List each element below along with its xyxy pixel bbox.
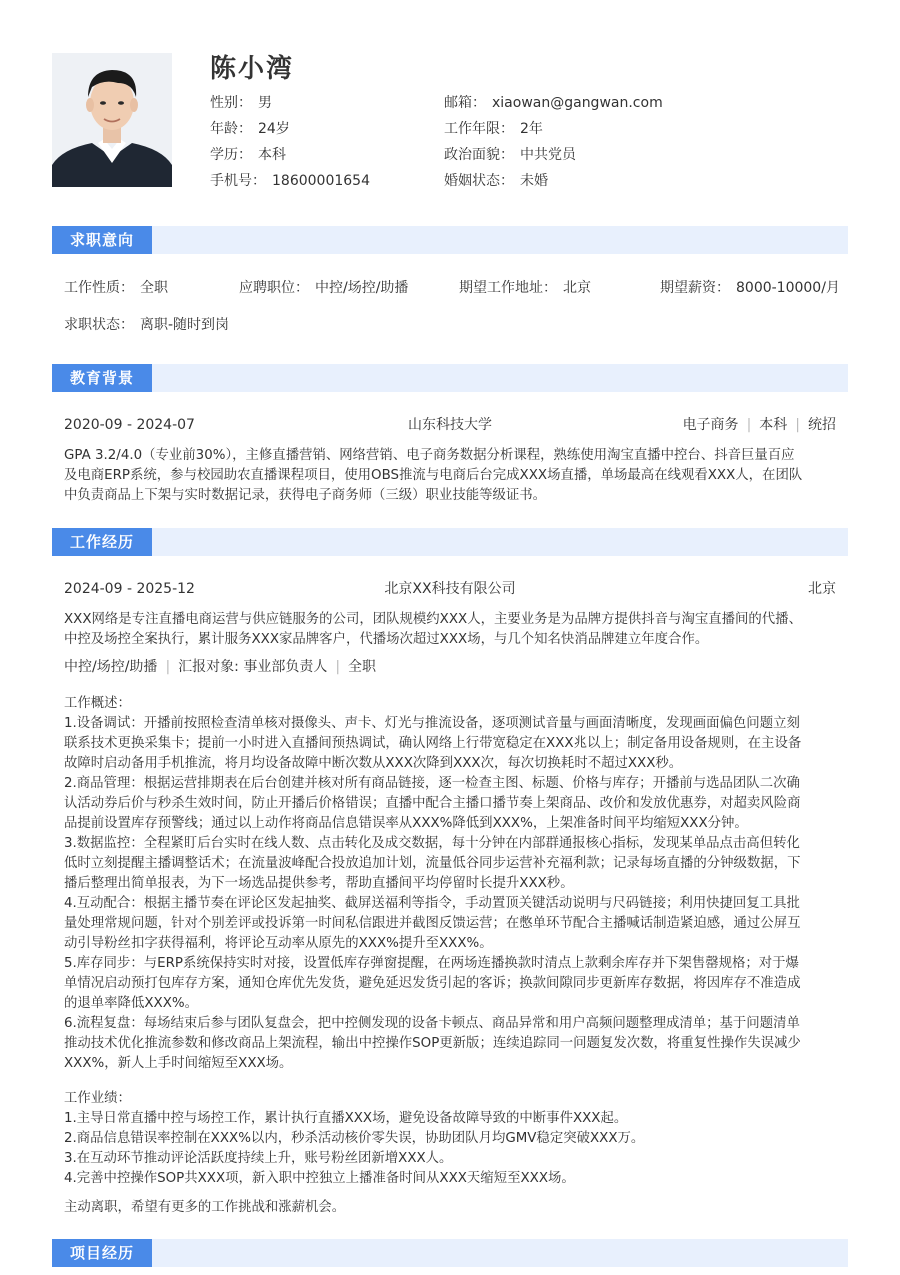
work-type-value: 全职	[140, 280, 168, 296]
degree: 本科	[759, 417, 788, 433]
duty-line: 推动技术优化推流参数和修改商品上架流程，输出中控操作SOP更新版；连续追踪同一问题复发次数，将重复性操作失误减少	[64, 1036, 801, 1051]
company-desc-line: XXX网络是专注直播电商运营与供应链服务的公司，团队规模约XXX人，主要业务是为品牌方提供抖音与淘宝直播间的代播、	[64, 612, 802, 627]
duty-line: 动引导粉丝扣字获得福利，将评论互动率从原先的XXX%提升至XXX%。	[64, 936, 493, 951]
report-to: 汇报对象: 事业部负责人	[178, 659, 328, 675]
education-desc-line: GPA 3.2/4.0（专业前30%），主修直播营销、网络营销、电子商务数据分析课程，熟练使用淘宝直播中控台、抖音巨量百应	[64, 448, 795, 463]
marital-status-field	[444, 171, 548, 191]
profile-photo	[52, 53, 172, 187]
school-name: 山东科技大学	[408, 417, 492, 433]
location-value: 北京	[563, 280, 591, 296]
work-years-value: 2年	[520, 121, 543, 137]
job-status-label: 求职状态：	[64, 317, 134, 333]
major: 电子商务	[682, 417, 739, 433]
section-title-project: 项目经历	[52, 1239, 152, 1267]
duty-line: 单情况启动预打包库存方案，通知仓库优先发货，避免延迟发货引起的客诉；换款间隙同步更新库存数据，将因库存不准造成	[64, 976, 801, 991]
duty-line: 4.互动配合：根据主播节奏在评论区发起抽奖、截屏送福利等指令，手动置顶关键活动说明与尺码链接；利用快捷回复工具批	[64, 896, 800, 911]
work-type-field	[64, 278, 168, 298]
location-field	[459, 278, 591, 298]
candidate-name: 陈小湾	[210, 54, 295, 84]
duty-line: 1.设备调试：开播前按照检查清单核对摄像头、声卡、灯光与推流设备，逐项测试音量与画面清晰度，发现画面偏色问题立刻	[64, 716, 800, 731]
email-value: xiaowan@gangwan.com	[492, 95, 663, 111]
salary-label: 期望薪资：	[660, 280, 730, 296]
position-label: 应聘职位：	[239, 280, 309, 296]
work-job-type: 全职	[348, 659, 377, 675]
gender-label: 性别：	[210, 95, 252, 111]
section-header-intent	[52, 226, 848, 254]
work-position: 中控/场控/助播	[64, 659, 158, 675]
phone-value: 18600001654	[272, 173, 370, 189]
education-level-label: 学历：	[210, 147, 252, 163]
section-title-work: 工作经历	[52, 528, 152, 556]
section-header-work	[52, 528, 848, 556]
salary-value: 8000-10000/月	[736, 280, 840, 296]
work-years-label: 工作年限：	[444, 121, 514, 137]
email-field	[444, 93, 663, 113]
duty-line: 6.流程复盘：每场结束后参与团队复盘会，把中控侧发现的设备卡顿点、商品异常和用户高频问题整理成清单；基于问题清单	[64, 1016, 800, 1031]
duty-line: 联系技术更换采集卡；提前一小时进入直播间预热调试，确认网络上行带宽稳定在XXX兆以上；制定备用设备规则，在主设备	[64, 736, 802, 751]
achievement-line: 2.商品信息错误率控制在XXX%以内，秒杀活动核价零失误，协助团队月均GMV稳定突破XXX万。	[64, 1131, 645, 1146]
education-level-value: 本科	[258, 147, 286, 163]
gender-value: 男	[258, 95, 272, 111]
avatar-icon	[52, 53, 172, 187]
achievements-title: 工作业绩：	[64, 1091, 131, 1106]
salary-field	[660, 278, 840, 298]
location-label: 期望工作地址：	[459, 280, 557, 296]
section-header-project	[52, 1239, 848, 1267]
leave-reason-text: 主动离职，希望有更多的工作挑战和涨薪机会。	[64, 1200, 346, 1215]
duty-line: 的退单率降低XXX%。	[64, 996, 198, 1011]
achievement-line: 4.完善中控操作SOP共XXX项，新入职中控独立上播准备时间从XXX天缩短至XXX场。	[64, 1171, 575, 1186]
marital-status-value: 未婚	[520, 173, 548, 189]
job-status-field	[64, 315, 229, 335]
job-status-value: 离职-随时到岗	[140, 317, 230, 333]
email-label: 邮箱：	[444, 95, 486, 111]
duty-line: 2.商品管理：根据运营排期表在后台创建并核对所有商品链接，逐一检查主图、标题、价格与库存；开播前与选品团队二次确	[64, 776, 800, 791]
duty-line: 量处理常规问题，针对个别差评或投诉第一时间私信跟进并截图反馈运营；在憋单环节配合主播喊话制造紧迫感，通过公屏互	[64, 916, 801, 931]
age-label: 年龄：	[210, 121, 252, 137]
enroll-type: 统招	[808, 417, 836, 433]
duties-title: 工作概述：	[64, 696, 131, 711]
company-description	[64, 610, 836, 650]
company-desc-line: 中控及场控全案执行，累计服务XXX家品牌客户，代播场次超过XXX场，与几个知名快消品牌建立年度合作。	[64, 632, 709, 647]
duty-line: XXX%，新人上手时间缩短至XXX场。	[64, 1056, 293, 1071]
duty-line: 3.数据监控：全程紧盯后台实时在线人数、点击转化及成交数据，每十分钟在内部群通报核心指标，发现某单品点击高但转化	[64, 836, 800, 851]
position-value: 中控/场控/助播	[315, 280, 409, 296]
education-desc-line: 及电商ERP系统，参与校园助农直播课程项目，使用OBS推流与电商后台完成XXX场直播，单场最高在线观看XXX人，在团队	[64, 468, 803, 483]
education-tags: 电子商务 | 本科 | 统招	[682, 417, 836, 433]
political-status-value: 中共党员	[520, 147, 576, 163]
work-type-label: 工作性质：	[64, 280, 134, 296]
education-desc-line: 中负责商品上下架与实时数据记录，获得电子商务师（三级）职业技能等级证书。	[64, 488, 547, 503]
duty-line: 播后整理出简单报表，为下一场选品提供参考，帮助直播间平均停留时长提升XXX秒。	[64, 876, 574, 891]
section-header-education	[52, 364, 848, 392]
duty-line: 品提前设置库存预警线；通过以上动作将商品信息错误率从XXX%降低到XXX%，上架准备时间平均缩短XXX分钟。	[64, 816, 748, 831]
duty-line: 低时立刻提醒主播调整话术；在流量波峰配合投放追加计划，流量低谷同步运营补充福利款；记录每场直播的分钟级数据，下	[64, 856, 801, 871]
work-tags: 中控/场控/助播 | 汇报对象: 事业部负责人 | 全职	[64, 659, 377, 675]
position-field	[239, 278, 408, 298]
section-title-intent: 求职意向	[52, 226, 152, 254]
leave-reason	[64, 1198, 836, 1218]
section-title-education: 教育背景	[52, 364, 152, 392]
age-field	[210, 119, 290, 139]
phone-label: 手机号：	[210, 173, 266, 189]
work-period: 2024-09 - 2025-12	[64, 581, 195, 597]
age-value: 24岁	[258, 121, 290, 137]
education-description	[64, 446, 836, 506]
work-city: 北京	[808, 581, 836, 597]
work-achievements	[64, 1089, 836, 1189]
education-level-field	[210, 145, 286, 165]
duty-line: 认活动券后价与秒杀生效时间，防止开播后价格错误；直播中配合主播口播节奏上架商品、改价和发放优惠券，对超卖风险商	[64, 796, 801, 811]
political-status-field	[444, 145, 576, 165]
gender-field	[210, 93, 272, 113]
achievement-line: 1.主导日常直播中控与场控工作，累计执行直播XXX场，避免设备故障导致的中断事件XXX起。	[64, 1111, 628, 1126]
duty-line: 故障时启动备用手机推流，将月均设备故障中断次数从XXX次降到XXX次，每次切换耗时不超过XXX秒。	[64, 756, 683, 771]
duty-line: 5.库存同步：与ERP系统保持实时对接，设置低库存弹窗提醒，在两场连播换款时清点上款剩余库存并下架售罄规格；对于爆	[64, 956, 799, 971]
work-duties	[64, 694, 836, 1074]
company-name: 北京XX科技有限公司	[384, 581, 516, 597]
marital-status-label: 婚姻状态：	[444, 173, 514, 189]
political-status-label: 政治面貌：	[444, 147, 514, 163]
achievement-line: 3.在互动环节推动评论活跃度持续上升，账号粉丝团新增XXX人。	[64, 1151, 453, 1166]
work-years-field	[444, 119, 543, 139]
education-period: 2020-09 - 2024-07	[64, 417, 195, 433]
phone-field	[210, 171, 370, 191]
